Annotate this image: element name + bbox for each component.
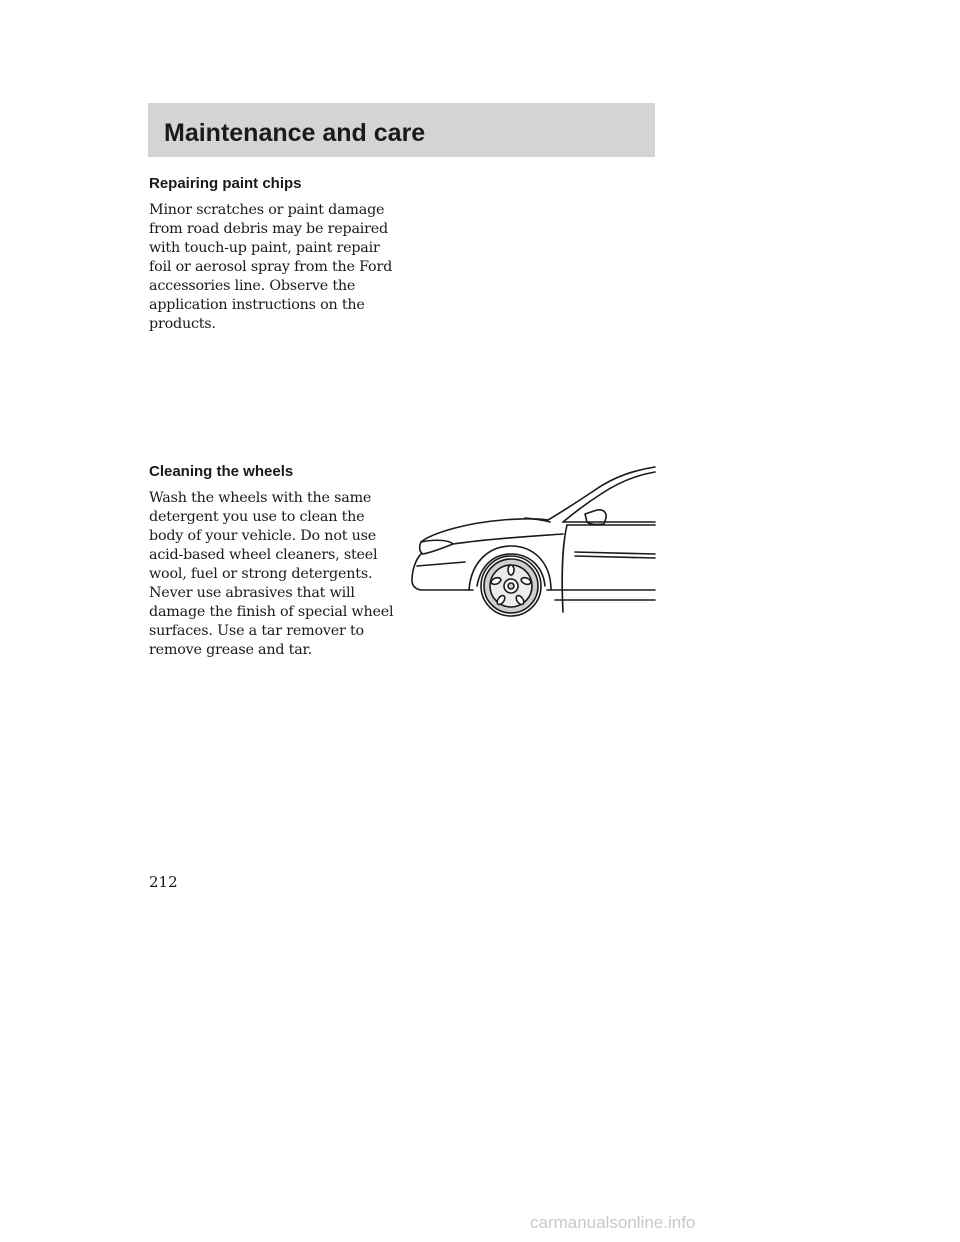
- chapter-header: [148, 103, 655, 157]
- page-number: 212: [149, 873, 178, 891]
- chapter-title: Maintenance and care: [164, 119, 426, 147]
- section-body: Wash the wheels with the same detergent you use to clean the body of your vehicle. Do not use acid-based wheel cleaners, steel wool, fuel or strong detergents. Never use abrasives that will damage the finish of special wheel surfaces. Use a tar remover to remove grease and tar.: [149, 490, 394, 658]
- car-front-wheel-icon: [405, 462, 660, 624]
- section-body: Minor scratches or paint damage from road debris may be repaired with touch-up paint, paint repair foil or aerosol spray from the Ford accessories line. Observe the application instructions on the products.: [149, 202, 393, 332]
- watermark: carmanualsonline.info: [530, 1213, 696, 1232]
- section-heading: Repairing paint chips: [149, 175, 302, 192]
- section-heading: Cleaning the wheels: [149, 463, 294, 480]
- section-repairing-paint-chips: [149, 175, 399, 334]
- section-cleaning-the-wheels: [149, 463, 399, 660]
